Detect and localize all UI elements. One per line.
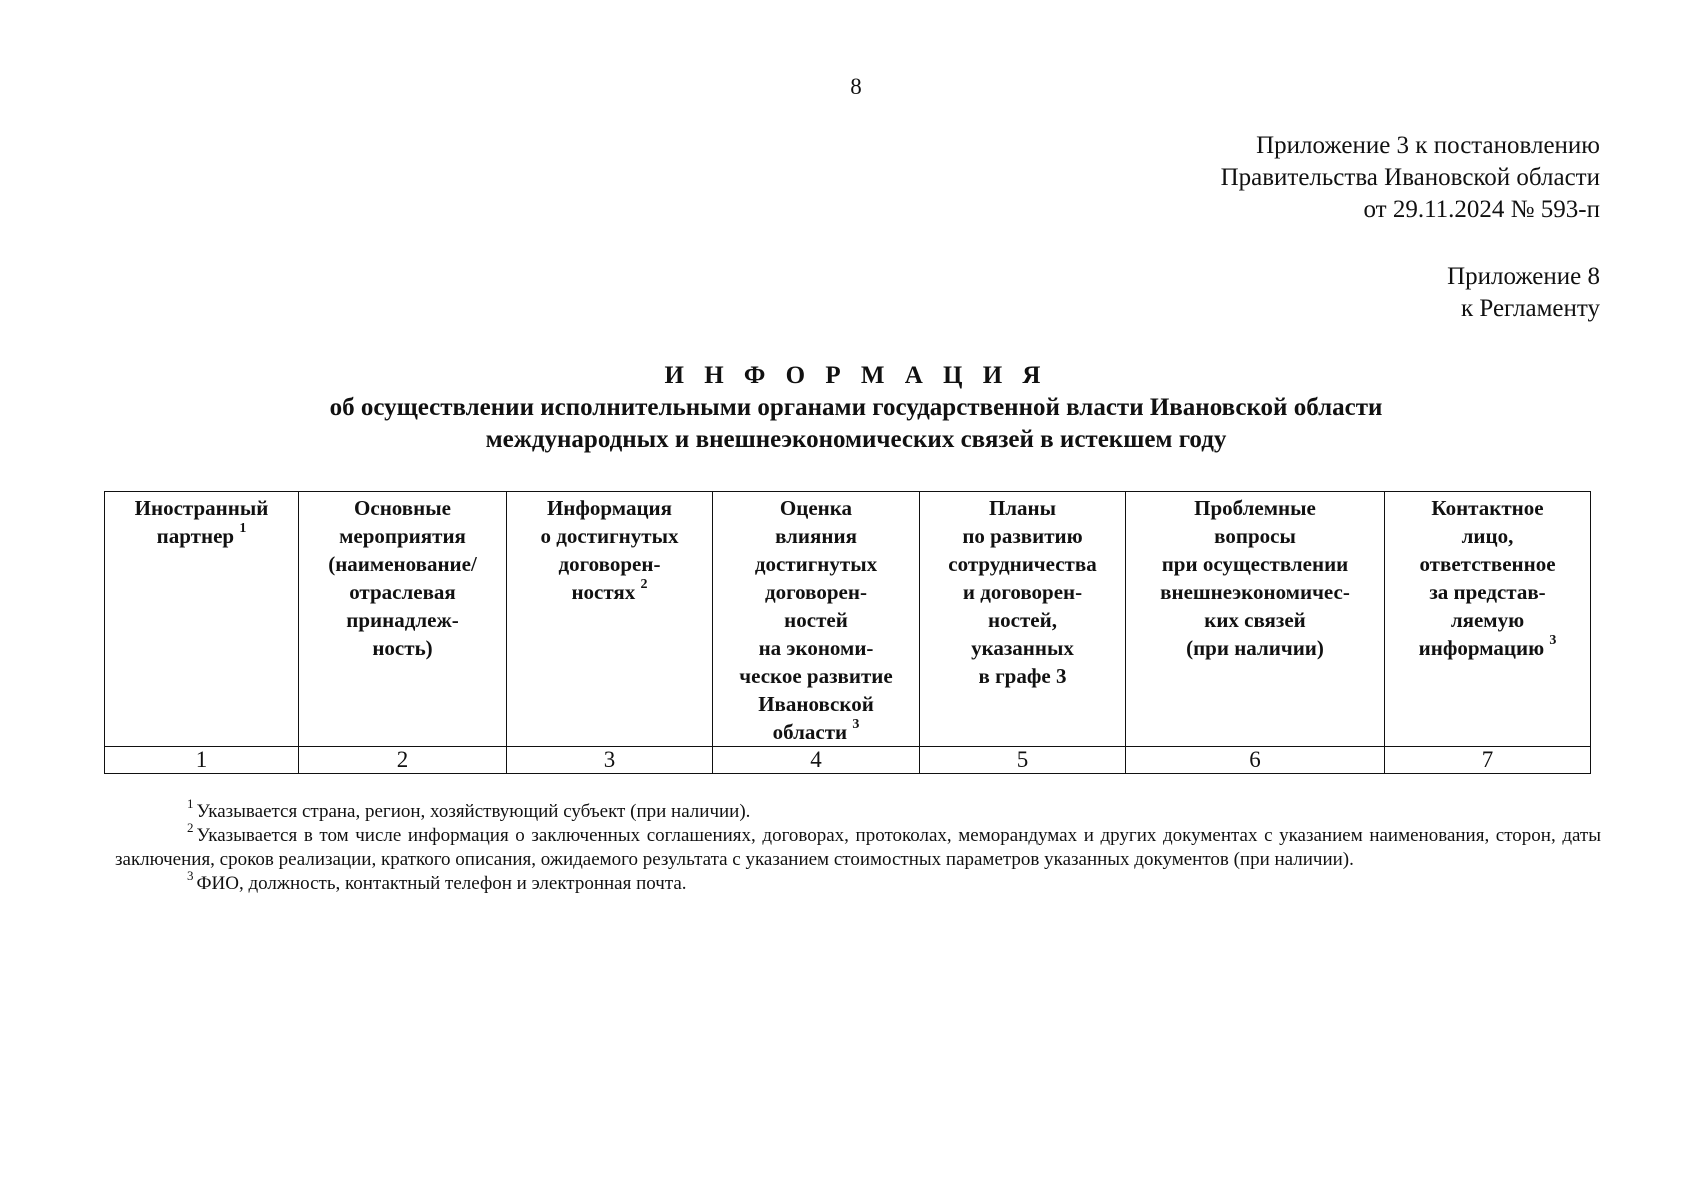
header-line: принадлеж- <box>346 608 459 632</box>
appendix-reference-resolution <box>1221 130 1600 226</box>
column-number-cell: 1 <box>105 747 299 774</box>
footnote-text: Указывается в том числе информация о заключенных соглашениях, договорах, протоколах, меморандумах и других документах с указанием наименования, сторон, даты заключения, сроков реализации, краткого описания, ожидаемого результата с указанием стоимостных параметров указанных документов (при наличии). <box>115 825 1601 870</box>
header-line: достигнутых <box>754 552 878 576</box>
header-line: о достигнутых <box>540 524 679 548</box>
header-line: ностей, <box>988 608 1057 632</box>
header-line: и договорен- <box>962 580 1083 604</box>
title-subtitle-line: международных и внешнеэкономических связей в истекшем году <box>485 426 1227 453</box>
header-line: договорен- <box>765 580 867 604</box>
header-line: по развитию <box>962 524 1083 548</box>
header-line: партнер $^1$ <box>156 521 247 548</box>
appendix-line: от 29.11.2024 № 593-п <box>1363 196 1600 223</box>
header-line: Планы <box>988 496 1057 520</box>
footnote <box>115 867 1601 896</box>
table-column-number-row <box>105 747 1591 774</box>
header-cell <box>299 492 507 747</box>
page-number: 8 <box>850 74 862 99</box>
header-line: в графе 3 <box>978 664 1067 688</box>
footnotes <box>115 795 1601 896</box>
header-line: Контактное <box>1431 496 1544 520</box>
column-number-cell: 5 <box>920 747 1126 774</box>
appendix-reference-regulation <box>1447 261 1600 325</box>
header-cell <box>920 492 1126 747</box>
header-line: при осуществлении <box>1161 552 1349 576</box>
header-cell <box>1385 492 1591 747</box>
appendix-line: Приложение 3 к постановлению <box>1256 132 1600 159</box>
footnote-mark: 3 <box>187 867 194 883</box>
table-header-row <box>105 492 1591 747</box>
header-cell <box>713 492 920 747</box>
footnote <box>115 819 1601 872</box>
footnote-text: ФИО, должность, контактный телефон и электронная почта. <box>196 873 687 894</box>
header-cell <box>105 492 299 747</box>
title-subtitle-line: об осуществлении исполнительными органами государственной власти Ивановской области <box>329 394 1383 421</box>
header-line: влияния <box>775 524 857 548</box>
header-cell <box>507 492 713 747</box>
header-line: ких связей <box>1204 608 1306 632</box>
header-line: (наименование/ <box>328 552 477 576</box>
footnote-reference: 3 <box>1549 633 1557 648</box>
footnote-reference: 3 <box>852 717 860 732</box>
header-line: договорен- <box>558 552 661 576</box>
footnote-mark: 2 <box>187 819 194 835</box>
header-line: Информация <box>546 496 673 520</box>
footnote-mark: 1 <box>187 795 194 811</box>
header-line: мероприятия <box>339 524 466 548</box>
column-number-cell: 3 <box>507 747 713 774</box>
header-line: ляемую <box>1450 608 1525 632</box>
information-table <box>104 491 1591 774</box>
header-line: Иностранный <box>134 496 269 520</box>
header-line: ческое развитие <box>739 664 893 688</box>
header-line: (при наличии) <box>1186 636 1324 660</box>
footnote-text: Указывается страна, регион, хозяйствующий субъект (при наличии). <box>196 801 751 822</box>
footnote-reference: 1 <box>239 521 247 536</box>
document-title <box>0 360 1697 456</box>
header-line: Ивановской <box>758 692 874 716</box>
header-line: Оценка <box>779 496 853 520</box>
header-line: вопросы <box>1214 524 1296 548</box>
header-cell <box>1126 492 1385 747</box>
appendix-line: к Регламенту <box>1460 295 1600 322</box>
header-line: Проблемные <box>1194 496 1316 520</box>
header-line: ответственное <box>1419 552 1556 576</box>
column-number-cell: 2 <box>299 747 507 774</box>
header-line: информацию $^3$ <box>1418 633 1557 660</box>
header-line: ностей <box>784 608 848 632</box>
column-number-cell: 4 <box>713 747 920 774</box>
column-number-cell: 7 <box>1385 747 1591 774</box>
header-line: лицо, <box>1461 524 1514 548</box>
header-line: на экономи- <box>758 636 874 660</box>
header-line: ность) <box>372 636 433 660</box>
header-line: указанных <box>971 636 1074 660</box>
header-line: сотрудничества <box>948 552 1097 576</box>
header-line: отраслевая <box>349 580 456 604</box>
header-line: ностях $^2$ <box>571 577 648 604</box>
header-line: Основные <box>354 496 451 520</box>
footnote-reference: 2 <box>640 577 648 592</box>
column-number-cell: 6 <box>1126 747 1385 774</box>
title-main: И Н Ф О Р М А Ц И Я <box>664 362 1048 389</box>
header-line: за представ- <box>1429 580 1546 604</box>
appendix-line: Правительства Ивановской области <box>1220 164 1600 191</box>
header-line: области $^3$ <box>772 717 860 744</box>
header-line: внешнеэкономичес- <box>1160 580 1350 604</box>
appendix-line: Приложение 8 <box>1447 263 1600 290</box>
footnote <box>115 795 1601 824</box>
